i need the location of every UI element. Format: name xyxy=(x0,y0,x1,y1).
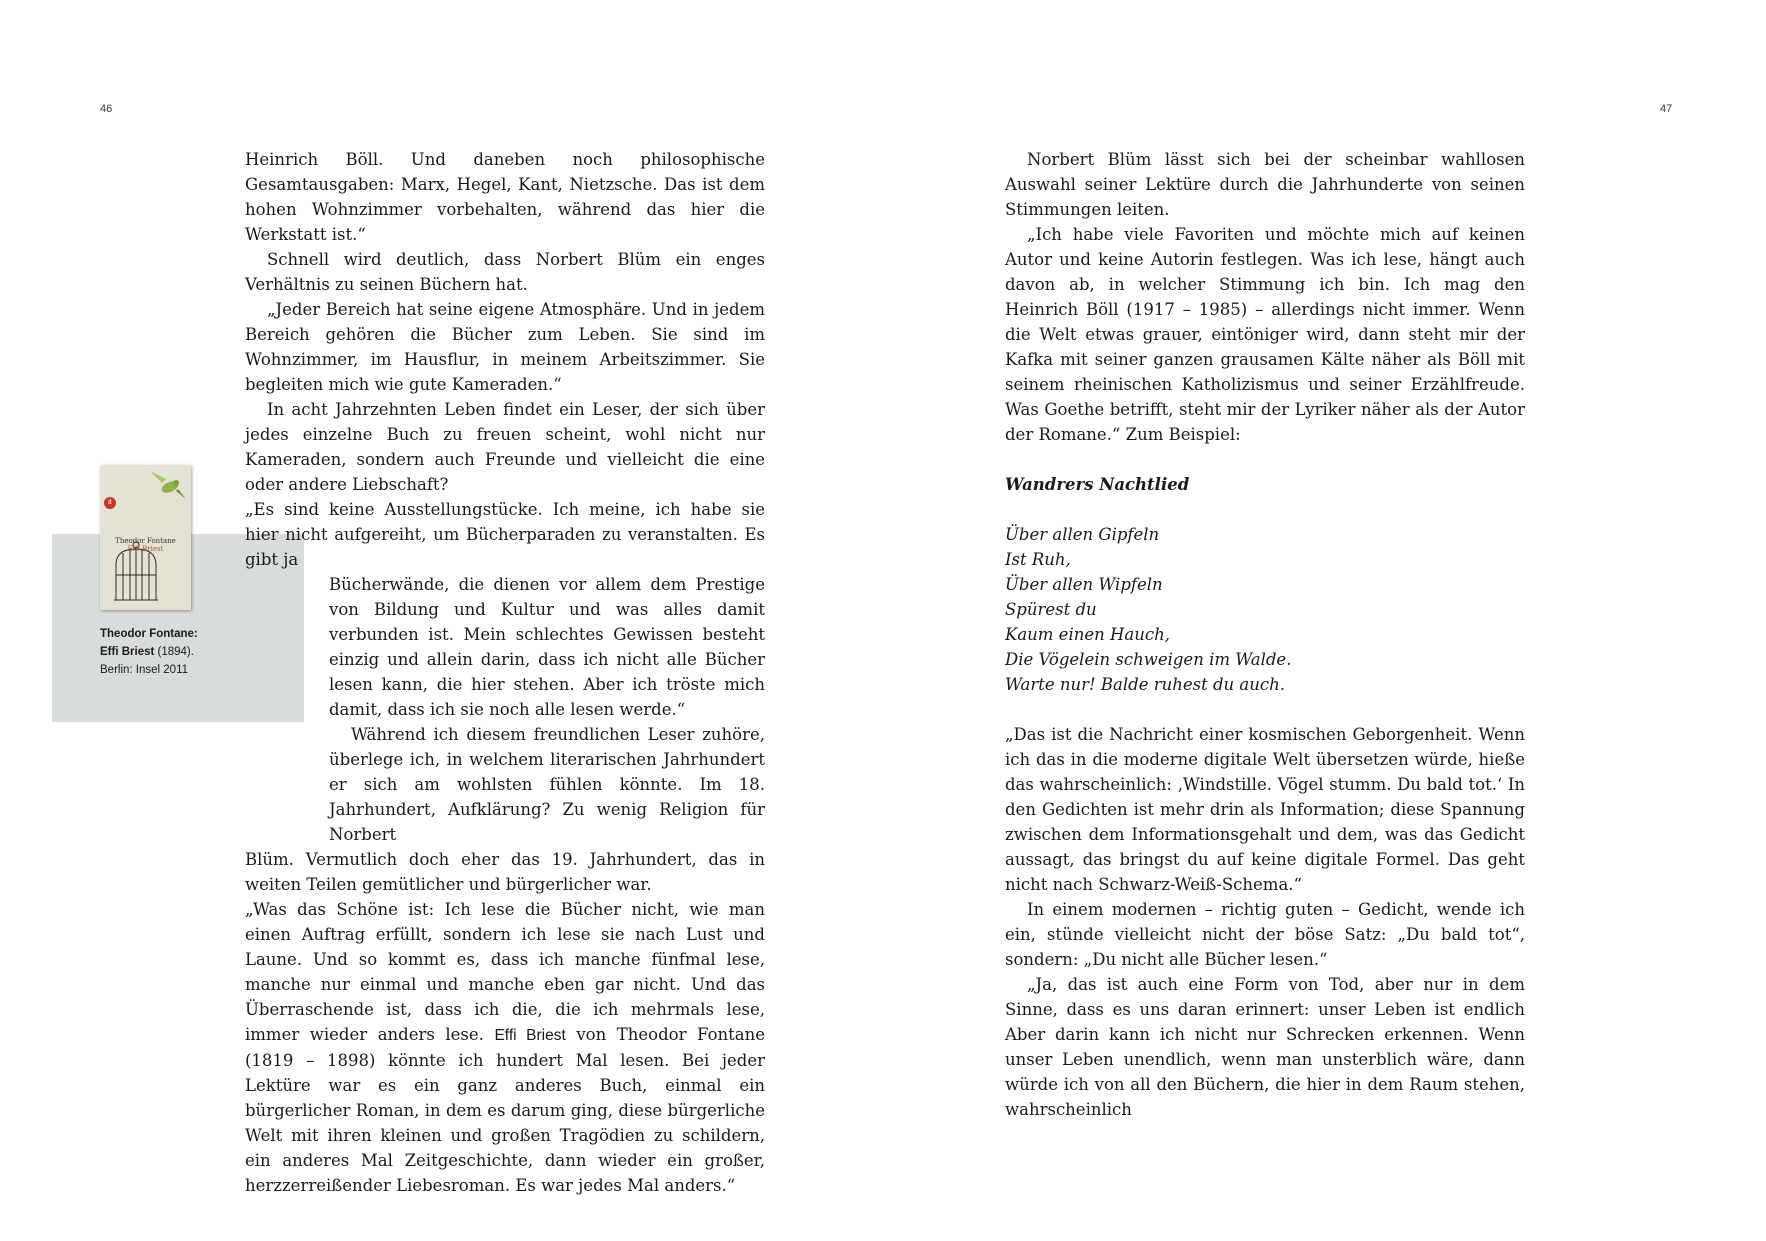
right-column xyxy=(1005,147,1525,1122)
paragraph xyxy=(245,897,765,1198)
poem-line: Warte nur! Balde ruhest du auch. xyxy=(1005,675,1285,694)
paragraph: Während ich diesem freundlichen Leser zuhöre, überlege ich, in welchem literarischen Jahrhundert er sich am wohlsten fühlen könnte. Im 18. Jahrhundert, Aufklärung? Zu wenig Religion für Norbert xyxy=(329,725,765,844)
poem-line: Die Vögelein schweigen im Walde. xyxy=(1005,650,1292,669)
caption-year: (1894). xyxy=(154,646,194,658)
poem-line: Kaum einen Hauch, xyxy=(1005,625,1170,644)
poem-line: Spürest du xyxy=(1005,600,1097,619)
publisher-logo: it xyxy=(104,497,116,509)
paragraph: Heinrich Böll. Und daneben noch philosophische Gesamtausgaben: Marx, Hegel, Kant, Nietzsche. Das ist dem hohen Wohnzimmer vorbehalten, während das hier die Werkstatt ist.“ xyxy=(245,150,765,244)
text-run: „Was das Schöne ist: Ich lese die Bücher nicht, wie man einen Auftrag erfüllt, sondern ich lese sie nach Lust und Laune. Und so kommt es, dass ich manche fünfmal lese, manche nur einmal und manche eben gar nicht. Und das Überraschende ist, dass ich die, die ich mehrmals lese, immer wieder anders lese. xyxy=(245,900,765,1044)
poem xyxy=(1005,522,1525,697)
caption-publisher: Berlin: Insel 2011 xyxy=(100,664,189,676)
poem-line: Über allen Gipfeln xyxy=(1005,525,1160,544)
paragraph: In einem modernen – richtig guten – Gedicht, wende ich ein, stünde vielleicht nicht der böse Satz: „Du bald tot“, sondern: „Du nicht alle Bücher lesen.“ xyxy=(1005,900,1525,969)
left-column xyxy=(245,147,765,1198)
caption-title: Effi Briest xyxy=(100,646,155,658)
paragraph: Norbert Blüm lässt sich bei der scheinbar wahllosen Auswahl seiner Lektüre durch die Jahrhunderte von seinen Stimmungen leiten. xyxy=(1005,150,1525,219)
paragraph: In acht Jahrzehnten Leben findet ein Leser, der sich über jedes einzelne Buch zu freuen scheint, wohl nicht nur Kameraden, sondern auch Freunde und vielleicht die eine oder andere Liebschaft? xyxy=(245,400,765,494)
book-title-inline: Effi Briest xyxy=(494,1027,566,1044)
paragraph: Bücherwände, die dienen vor allem dem Prestige von Bildung und Kultur und was alles damit verbunden ist. Mein schlechtes Gewissen besteht einzig und allein darin, dass ich nicht alle Bücher lesen kann, die hier stehen. Aber ich tröste mich damit, dass ich sie noch alle lesen werde.“ xyxy=(329,575,765,719)
paragraph: „Es sind keine Ausstellungstücke. Ich meine, ich habe sie hier nicht aufgereiht, um Bücherparaden zu veranstalten. Es gibt ja xyxy=(245,500,765,569)
text-run: von Theodor Fontane (1819 – 1898) könnte ich hundert Mal lesen. Bei jeder Lektüre war es ein ganz anderes Buch, einmal ein bürgerlicher Roman, in dem es darum ging, diese bürgerliche Welt mit ihren kleinen und großen Tragödien zu schildern, ein anderes Mal Zeitgeschichte, dann wieder ein großer, herzzerreißender Liebesroman. Es war jedes Mal anders.“ xyxy=(245,1025,765,1195)
poem-line: Über allen Wipfeln xyxy=(1005,575,1163,594)
paragraph: Schnell wird deutlich, dass Norbert Blüm ein enges Verhältnis zu seinen Büchern hat. xyxy=(245,250,765,294)
paragraph: „Das ist die Nachricht einer kosmischen Geborgenheit. Wenn ich das in die moderne digitale Welt übersetzen würde, hieße das wahrscheinlich: ‚Windstille. Vögel stumm. Du bald tot.‘ In den Gedichten ist mehr drin als Information; diese Spannung zwischen dem Informationsgehalt und dem, was das Gedicht aussagt, das bringst du auf keine digitale Formel. Das geht nicht nach Schwarz-Weiß-Schema.“ xyxy=(1005,725,1525,894)
page-number-left: 46 xyxy=(100,103,113,115)
cover-author: Theodor Fontane xyxy=(115,537,176,545)
book-cover-image xyxy=(100,465,191,610)
paragraph: „Ich habe viele Favoriten und möchte mich auf keinen Autor und keine Autorin festlegen. Was ich lese, hängt auch davon ab, in welcher Stimmung ich bin. Ich mag den Heinrich Böll (1917 – 1985) – allerdings nicht immer. Wenn die Welt etwas grauer, eintöniger wird, dann steht mir der Kafka mit seiner ganzen grausamen Kälte näher als Böll mit seinem rheinischen Katholizismus und seiner Erzählfreude. Was Goethe betrifft, steht mir der Lyriker näher als der Autor der Romane.“ Zum Beispiel: xyxy=(1005,225,1525,444)
paragraph: „Ja, das ist auch eine Form von Tod, aber nur in dem Sinne, dass es uns daran erinnert: unser Leben ist endlich Aber darin kann ich nicht nur Schrecken erkennen. Wenn unser Leben unendlich, wenn man unsterblich wäre, dann würde ich von all den Büchern, die hier in dem Raum stehen, wahrscheinlich xyxy=(1005,975,1525,1119)
caption-author: Theodor Fontane: xyxy=(100,628,198,640)
poem-line: Ist Ruh, xyxy=(1005,550,1071,569)
paragraph: Blüm. Vermutlich doch eher das 19. Jahrhundert, das in weiten Teilen gemütlicher und bürgerlicher war. xyxy=(245,850,765,894)
cover-title: Effi Briest xyxy=(127,545,164,553)
page-number-right: 47 xyxy=(1660,103,1673,115)
paragraph: „Jeder Bereich hat seine eigene Atmosphäre. Und in jedem Bereich gehören die Bücher zum Leben. Sie sind im Wohnzimmer, im Hausflur, in meinem Arbeitszimmer. Sie begleiten mich wie gute Kameraden.“ xyxy=(245,300,765,394)
poem-title: Wandrers Nachtlied xyxy=(1005,475,1190,494)
